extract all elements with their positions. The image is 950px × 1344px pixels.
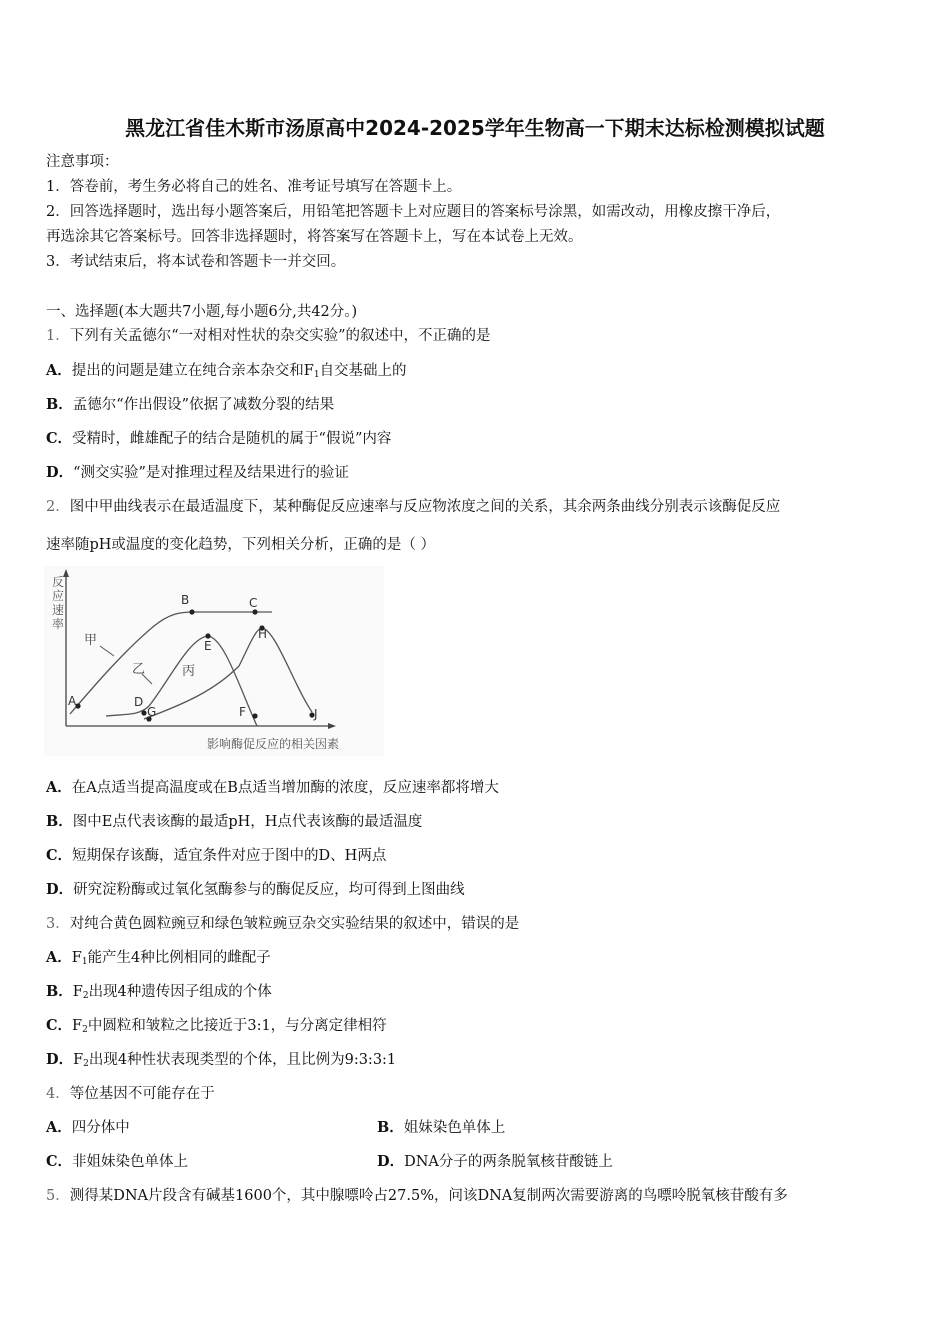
notice-item-2-cont: 再选涂其它答案标号。回答非选择题时，将答案写在答题卡上，写在本试卷上无效。 bbox=[46, 229, 583, 245]
q1-option-c bbox=[46, 429, 391, 449]
notice-item-1: 1．答卷前，考生务必将自己的姓名、准考证号填写在答题卡上。 bbox=[46, 179, 462, 195]
enzyme-rate-figure bbox=[44, 566, 384, 756]
option-text: 姐妹染色单体上 bbox=[403, 1120, 506, 1136]
question-stem: 等位基因不可能存在于 bbox=[69, 1086, 215, 1102]
option-label: C． bbox=[46, 847, 73, 864]
point-label-e: E bbox=[204, 639, 212, 653]
y-label-char: 反 bbox=[52, 575, 65, 589]
option-text: 四分体中 bbox=[71, 1120, 130, 1136]
notice-heading: 注意事项： bbox=[46, 154, 119, 170]
option-label: D． bbox=[46, 1051, 74, 1068]
figure-background bbox=[44, 566, 384, 756]
question-number: 3． bbox=[46, 916, 70, 932]
option-text: DNA分子的两条脱氧核苷酸链上 bbox=[404, 1154, 613, 1170]
page-title: 黑龙江省佳木斯市汤原高中2024-2025学年生物高一下期末达标检测模拟试题 bbox=[125, 116, 825, 140]
point-label-c: C bbox=[249, 596, 258, 610]
question-1 bbox=[46, 326, 491, 346]
point-label-d: D bbox=[134, 695, 144, 709]
question-4 bbox=[46, 1084, 215, 1104]
q2-option-a bbox=[46, 778, 499, 798]
point-label-j: J bbox=[314, 707, 318, 721]
option-label: D． bbox=[46, 881, 74, 898]
subscript: 2 bbox=[83, 1059, 89, 1069]
point-e bbox=[205, 633, 210, 638]
subscript: 1 bbox=[313, 370, 320, 380]
q4-option-a bbox=[46, 1118, 130, 1138]
point-label-h: H bbox=[258, 627, 268, 641]
question-number: 1． bbox=[46, 328, 70, 344]
q1-option-a bbox=[46, 361, 407, 385]
option-label: B． bbox=[46, 396, 73, 413]
option-text: F bbox=[73, 1052, 84, 1068]
option-label: A． bbox=[46, 949, 72, 966]
option-label: A． bbox=[46, 362, 72, 379]
q2-option-d bbox=[46, 880, 465, 900]
option-label: A． bbox=[46, 1119, 72, 1136]
point-f bbox=[252, 713, 257, 718]
option-text: F bbox=[72, 984, 83, 1000]
point-label-b: B bbox=[181, 593, 190, 607]
option-text: 出现4种遗传因子组成的个体 bbox=[88, 984, 272, 1000]
question-2 bbox=[46, 497, 780, 517]
subscript: 2 bbox=[82, 1025, 88, 1035]
option-text: 图中E点代表该酶的最适pH，H点代表该酶的最适温度 bbox=[72, 814, 423, 830]
question-number: 2． bbox=[46, 499, 70, 515]
option-text: 自交基础上的 bbox=[319, 363, 407, 379]
question-stem: 下列有关孟德尔“一对相对性状的杂交实验”的叙述中，不正确的是 bbox=[69, 328, 491, 344]
question-5 bbox=[46, 1186, 788, 1206]
section-heading: 一、选择题(本大题共7小题,每小题6分,共42分。) bbox=[46, 304, 358, 320]
option-label: B． bbox=[46, 983, 73, 1000]
y-label-char: 率 bbox=[52, 617, 65, 631]
y-label-char: 速 bbox=[52, 603, 65, 617]
q4-option-c bbox=[46, 1152, 188, 1172]
question-stem: 对纯合黄色圆粒豌豆和绿色皱粒豌豆杂交实验结果的叙述中，错误的是 bbox=[69, 916, 520, 932]
x-axis-label: 影响酶促反应的相关因素 bbox=[207, 737, 340, 751]
subscript: 1 bbox=[81, 957, 88, 967]
option-label: C． bbox=[46, 1017, 73, 1034]
option-label: B． bbox=[377, 1119, 404, 1136]
option-label: C． bbox=[46, 430, 73, 447]
option-label: D． bbox=[377, 1153, 405, 1170]
label-yi: 乙 bbox=[132, 662, 146, 677]
option-text: 出现4种性状表现类型的个体，且比例为9:3:3:1 bbox=[88, 1052, 397, 1068]
q4-option-d bbox=[377, 1152, 613, 1172]
q3-option-a bbox=[46, 948, 271, 972]
option-label: B． bbox=[46, 813, 73, 830]
point-label-g: G bbox=[147, 705, 157, 719]
option-text: F bbox=[72, 1018, 83, 1034]
notice-item-2: 2．回答选择题时，选出每小题答案后，用铅笔把答题卡上对应题目的答案标号涂黑，如需改动，用橡皮擦干净后， bbox=[46, 204, 781, 220]
subscript: 2 bbox=[82, 991, 89, 1001]
point-d bbox=[141, 710, 146, 715]
label-bing: 丙 bbox=[182, 664, 196, 679]
option-text: “测交实验”是对推理过程及结果进行的验证 bbox=[73, 465, 349, 481]
question-number: 5． bbox=[46, 1188, 70, 1204]
option-text: 非姐妹染色单体上 bbox=[72, 1154, 189, 1170]
question-2-cont: 速率随pH或温度的变化趋势，下列相关分析，正确的是（ ） bbox=[46, 537, 436, 553]
option-label: A． bbox=[46, 779, 72, 796]
option-label: C． bbox=[46, 1153, 73, 1170]
q1-option-d bbox=[46, 463, 349, 483]
q1-option-b bbox=[46, 395, 334, 415]
point-label-a: A bbox=[68, 694, 77, 708]
option-text: 研究淀粉酶或过氧化氢酶参与的酶促反应，均可得到上图曲线 bbox=[73, 882, 465, 898]
label-jia: 甲 bbox=[84, 633, 98, 648]
q3-option-b bbox=[46, 982, 272, 1006]
option-label: D． bbox=[46, 464, 74, 481]
question-stem: 测得某DNA片段含有碱基1600个，其中腺嘌呤占27.5%，问该DNA复制两次需要游离的鸟嘌呤脱氧核苷酸有多 bbox=[69, 1188, 788, 1204]
question-stem: 图中甲曲线表示在最适温度下，某种酶促反应速率与反应物浓度之间的关系，其余两条曲线分别表示该酶促反应 bbox=[69, 499, 781, 515]
q3-option-d bbox=[46, 1050, 396, 1074]
option-text: 在A点适当提高温度或在B点适当增加酶的浓度，反应速率都将增大 bbox=[71, 780, 499, 796]
option-text: F bbox=[71, 950, 82, 966]
y-label-char: 应 bbox=[52, 589, 65, 603]
question-number: 4． bbox=[46, 1086, 70, 1102]
option-text: 孟德尔“作出假设”依据了减数分裂的结果 bbox=[72, 397, 335, 413]
q4-option-b bbox=[377, 1118, 505, 1138]
option-text: 提出的问题是建立在纯合亲本杂交和F bbox=[71, 363, 314, 379]
q3-option-c bbox=[46, 1016, 387, 1040]
point-c bbox=[252, 609, 257, 614]
q2-option-b bbox=[46, 812, 422, 832]
q2-option-c bbox=[46, 846, 386, 866]
option-text: 中圆粒和皱粒之比接近于3:1，与分离定律相符 bbox=[87, 1018, 387, 1034]
option-text: 能产生4种比例相同的雌配子 bbox=[87, 950, 271, 966]
point-b bbox=[189, 609, 194, 614]
option-text: 短期保存该酶，适宜条件对应于图中的D、H两点 bbox=[72, 848, 387, 864]
point-label-f: F bbox=[239, 705, 246, 719]
option-text: 受精时，雌雄配子的结合是随机的属于“假说”内容 bbox=[72, 431, 392, 447]
notice-item-3: 3．考试结束后，将本试卷和答题卡一并交回。 bbox=[46, 254, 346, 270]
question-3 bbox=[46, 914, 519, 934]
